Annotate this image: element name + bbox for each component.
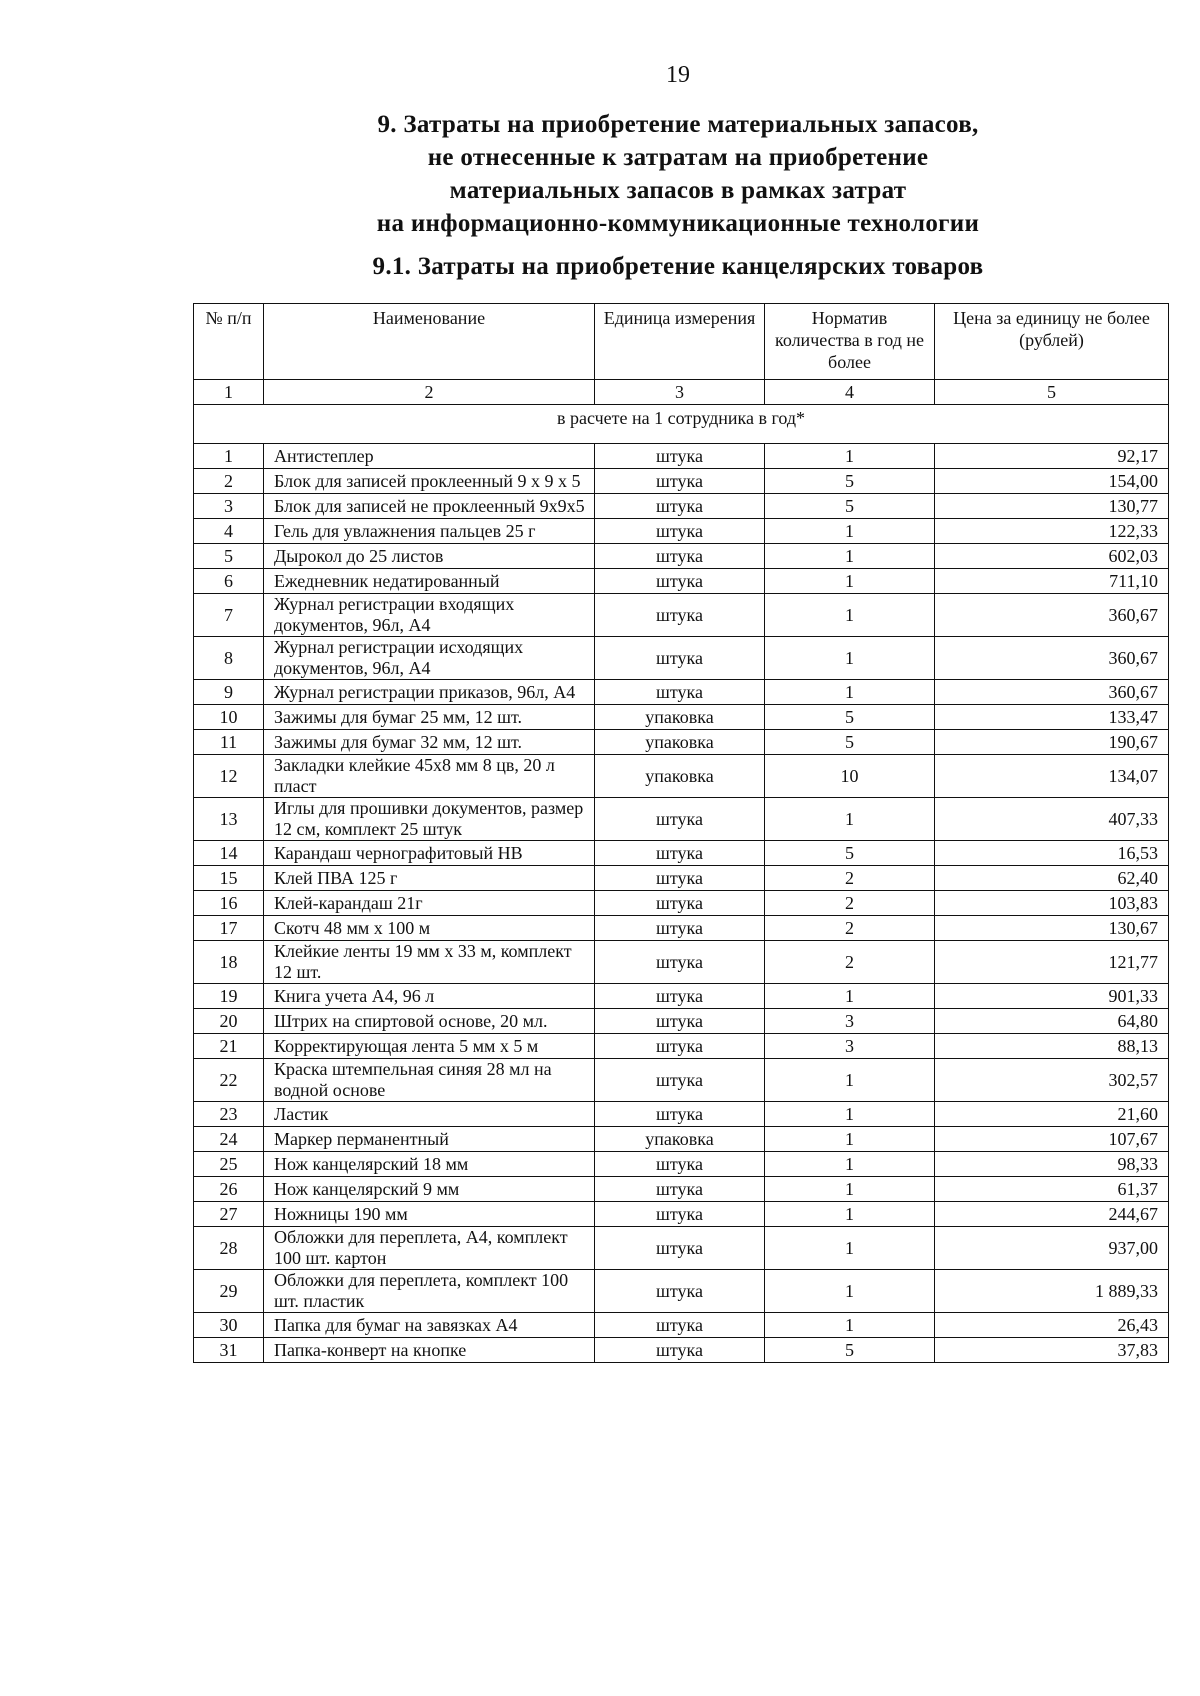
unit-of-measure: штука — [595, 1152, 765, 1177]
row-number: 20 — [194, 1009, 264, 1034]
unit-price: 122,33 — [935, 519, 1169, 544]
quantity-limit: 1 — [765, 637, 935, 680]
row-number: 7 — [194, 594, 264, 637]
unit-of-measure: штука — [595, 444, 765, 469]
row-number: 26 — [194, 1177, 264, 1202]
unit-of-measure: штука — [595, 891, 765, 916]
unit-price: 62,40 — [935, 866, 1169, 891]
unit-of-measure: штука — [595, 594, 765, 637]
item-name: Обложки для переплета, А4, комплект 100 шт. картон — [264, 1227, 595, 1270]
column-number: 3 — [595, 380, 765, 405]
table-row — [194, 1270, 1169, 1313]
unit-of-measure: штука — [595, 941, 765, 984]
item-name: Книга учета А4, 96 л — [264, 984, 595, 1009]
quantity-limit: 1 — [765, 569, 935, 594]
row-number: 3 — [194, 494, 264, 519]
item-name: Иглы для прошивки документов, размер 12 см, комплект 25 штук — [264, 798, 595, 841]
unit-of-measure: штука — [595, 1177, 765, 1202]
quantity-limit: 5 — [765, 730, 935, 755]
unit-price: 26,43 — [935, 1313, 1169, 1338]
header-unit: Единица измерения — [595, 304, 765, 380]
item-name: Клей-карандаш 21г — [264, 891, 595, 916]
item-name: Нож канцелярский 9 мм — [264, 1177, 595, 1202]
table-row — [194, 444, 1169, 469]
table-row — [194, 1152, 1169, 1177]
row-number: 25 — [194, 1152, 264, 1177]
quantity-limit: 10 — [765, 755, 935, 798]
table-row — [194, 798, 1169, 841]
row-number: 24 — [194, 1127, 264, 1152]
quantity-limit: 5 — [765, 1338, 935, 1363]
unit-of-measure: штука — [595, 1202, 765, 1227]
row-number: 14 — [194, 841, 264, 866]
item-name: Клейкие ленты 19 мм х 33 м, комплект 12 шт. — [264, 941, 595, 984]
quantity-limit: 1 — [765, 798, 935, 841]
subsection-heading: 9.1. Затраты на приобретение канцелярских товаров — [372, 253, 984, 280]
quantity-limit: 1 — [765, 1313, 935, 1338]
unit-price: 190,67 — [935, 730, 1169, 755]
item-name: Зажимы для бумаг 32 мм, 12 шт. — [264, 730, 595, 755]
column-number-row — [194, 380, 1169, 405]
table-row — [194, 1227, 1169, 1270]
table-row — [194, 494, 1169, 519]
unit-price: 1 889,33 — [935, 1270, 1169, 1313]
row-number: 21 — [194, 1034, 264, 1059]
unit-of-measure: штука — [595, 1313, 765, 1338]
item-name: Закладки клейкие 45х8 мм 8 цв, 20 л пласт — [264, 755, 595, 798]
table-row — [194, 569, 1169, 594]
row-number: 10 — [194, 705, 264, 730]
row-number: 1 — [194, 444, 264, 469]
page-number: 19 — [666, 62, 690, 88]
unit-of-measure: штука — [595, 1102, 765, 1127]
item-name: Корректирующая лента 5 мм х 5 м — [264, 1034, 595, 1059]
unit-price: 88,13 — [935, 1034, 1169, 1059]
header-price: Цена за единицу не более (рублей) — [935, 304, 1169, 380]
unit-price: 360,67 — [935, 637, 1169, 680]
item-name: Скотч 48 мм х 100 м — [264, 916, 595, 941]
row-number: 22 — [194, 1059, 264, 1102]
unit-price: 130,77 — [935, 494, 1169, 519]
item-name: Маркер перманентный — [264, 1127, 595, 1152]
row-number: 8 — [194, 637, 264, 680]
unit-of-measure: упаковка — [595, 755, 765, 798]
unit-of-measure: штука — [595, 1270, 765, 1313]
quantity-limit: 2 — [765, 916, 935, 941]
column-number: 5 — [935, 380, 1169, 405]
quantity-limit: 1 — [765, 544, 935, 569]
table-row — [194, 755, 1169, 798]
table-row — [194, 1102, 1169, 1127]
item-name: Журнал регистрации входящих документов, 96л, А4 — [264, 594, 595, 637]
unit-price: 92,17 — [935, 444, 1169, 469]
quantity-limit: 5 — [765, 705, 935, 730]
unit-price: 107,67 — [935, 1127, 1169, 1152]
item-name: Журнал регистрации приказов, 96л, А4 — [264, 680, 595, 705]
column-number: 2 — [264, 380, 595, 405]
table-row — [194, 1009, 1169, 1034]
quantity-limit: 1 — [765, 1059, 935, 1102]
unit-of-measure: штука — [595, 984, 765, 1009]
quantity-limit: 1 — [765, 1227, 935, 1270]
item-name: Нож канцелярский 18 мм — [264, 1152, 595, 1177]
unit-of-measure: упаковка — [595, 730, 765, 755]
unit-of-measure: штука — [595, 637, 765, 680]
unit-of-measure: упаковка — [595, 1127, 765, 1152]
quantity-limit: 1 — [765, 1177, 935, 1202]
quantity-limit: 5 — [765, 841, 935, 866]
row-number: 2 — [194, 469, 264, 494]
header-quantity: Норматив количества в год не более — [765, 304, 935, 380]
row-number: 16 — [194, 891, 264, 916]
item-name: Карандаш чернографитовый НВ — [264, 841, 595, 866]
quantity-limit: 1 — [765, 680, 935, 705]
quantity-limit: 1 — [765, 1270, 935, 1313]
row-number: 18 — [194, 941, 264, 984]
quantity-limit: 1 — [765, 519, 935, 544]
row-number: 11 — [194, 730, 264, 755]
table-row — [194, 469, 1169, 494]
unit-of-measure: штука — [595, 798, 765, 841]
heading-line: материальных запасов в рамках затрат — [449, 177, 907, 204]
table-row — [194, 941, 1169, 984]
column-number: 4 — [765, 380, 935, 405]
section-label: в расчете на 1 сотрудника в год* — [194, 405, 1169, 444]
quantity-limit: 1 — [765, 1102, 935, 1127]
row-number: 28 — [194, 1227, 264, 1270]
quantity-limit: 1 — [765, 594, 935, 637]
unit-of-measure: штука — [595, 916, 765, 941]
item-name: Гель для увлажнения пальцев 25 г — [264, 519, 595, 544]
quantity-limit: 1 — [765, 1202, 935, 1227]
row-number: 15 — [194, 866, 264, 891]
row-number: 9 — [194, 680, 264, 705]
table-row — [194, 594, 1169, 637]
item-name: Клей ПВА 125 г — [264, 866, 595, 891]
table-row — [194, 841, 1169, 866]
item-name: Блок для записей не проклеенный 9х9х5 — [264, 494, 595, 519]
section-row — [194, 405, 1169, 444]
unit-of-measure: штука — [595, 1009, 765, 1034]
unit-of-measure: штука — [595, 469, 765, 494]
quantity-limit: 2 — [765, 866, 935, 891]
unit-of-measure: штука — [595, 1059, 765, 1102]
item-name: Ножницы 190 мм — [264, 1202, 595, 1227]
quantity-limit: 3 — [765, 1009, 935, 1034]
table-header-row — [194, 304, 1169, 380]
heading-line: на информационно-коммуникационные технологии — [376, 210, 980, 237]
row-number: 13 — [194, 798, 264, 841]
unit-of-measure: штука — [595, 519, 765, 544]
unit-price: 103,83 — [935, 891, 1169, 916]
unit-of-measure: штука — [595, 1034, 765, 1059]
unit-price: 711,10 — [935, 569, 1169, 594]
quantity-limit: 5 — [765, 469, 935, 494]
row-number: 30 — [194, 1313, 264, 1338]
table-row — [194, 1177, 1169, 1202]
row-number: 27 — [194, 1202, 264, 1227]
table-row — [194, 1059, 1169, 1102]
quantity-limit: 1 — [765, 1152, 935, 1177]
row-number: 5 — [194, 544, 264, 569]
item-name: Папка-конверт на кнопке — [264, 1338, 595, 1363]
quantity-limit: 1 — [765, 444, 935, 469]
unit-of-measure: штука — [595, 1338, 765, 1363]
item-name: Блок для записей проклеенный 9 х 9 х 5 — [264, 469, 595, 494]
row-number: 12 — [194, 755, 264, 798]
row-number: 29 — [194, 1270, 264, 1313]
unit-price: 98,33 — [935, 1152, 1169, 1177]
unit-price: 360,67 — [935, 680, 1169, 705]
table-row — [194, 916, 1169, 941]
unit-price: 360,67 — [935, 594, 1169, 637]
table-row — [194, 1338, 1169, 1363]
table-row — [194, 1127, 1169, 1152]
unit-price: 134,07 — [935, 755, 1169, 798]
row-number: 17 — [194, 916, 264, 941]
quantity-limit: 2 — [765, 941, 935, 984]
item-name: Зажимы для бумаг 25 мм, 12 шт. — [264, 705, 595, 730]
table-row — [194, 705, 1169, 730]
row-number: 6 — [194, 569, 264, 594]
item-name: Ластик — [264, 1102, 595, 1127]
supplies-table — [193, 303, 1169, 1363]
item-name: Дырокол до 25 листов — [264, 544, 595, 569]
unit-of-measure: штука — [595, 866, 765, 891]
table-row — [194, 1202, 1169, 1227]
unit-price: 407,33 — [935, 798, 1169, 841]
unit-of-measure: штука — [595, 1227, 765, 1270]
table-row — [194, 1034, 1169, 1059]
row-number: 23 — [194, 1102, 264, 1127]
item-name: Штрих на спиртовой основе, 20 мл. — [264, 1009, 595, 1034]
quantity-limit: 1 — [765, 984, 935, 1009]
unit-price: 154,00 — [935, 469, 1169, 494]
unit-of-measure: штука — [595, 841, 765, 866]
unit-price: 130,67 — [935, 916, 1169, 941]
unit-price: 64,80 — [935, 1009, 1169, 1034]
item-name: Журнал регистрации исходящих документов, 96л, А4 — [264, 637, 595, 680]
table-row — [194, 519, 1169, 544]
heading-line: 9. Затраты на приобретение материальных запасов, — [377, 111, 979, 138]
item-name: Ежедневник недатированный — [264, 569, 595, 594]
unit-price: 61,37 — [935, 1177, 1169, 1202]
row-number: 4 — [194, 519, 264, 544]
table-row — [194, 730, 1169, 755]
quantity-limit: 3 — [765, 1034, 935, 1059]
unit-price: 21,60 — [935, 1102, 1169, 1127]
header-number: № п/п — [194, 304, 264, 380]
unit-of-measure: штука — [595, 544, 765, 569]
table-row — [194, 544, 1169, 569]
heading-line: не отнесенные к затратам на приобретение — [427, 144, 929, 171]
quantity-limit: 5 — [765, 494, 935, 519]
unit-price: 302,57 — [935, 1059, 1169, 1102]
table-row — [194, 984, 1169, 1009]
unit-price: 16,53 — [935, 841, 1169, 866]
table-row — [194, 891, 1169, 916]
table-row — [194, 680, 1169, 705]
header-name: Наименование — [264, 304, 595, 380]
quantity-limit: 2 — [765, 891, 935, 916]
row-number: 31 — [194, 1338, 264, 1363]
unit-price: 937,00 — [935, 1227, 1169, 1270]
item-name: Краска штемпельная синяя 28 мл на водной основе — [264, 1059, 595, 1102]
unit-of-measure: штука — [595, 569, 765, 594]
unit-price: 37,83 — [935, 1338, 1169, 1363]
unit-of-measure: штука — [595, 680, 765, 705]
table-row — [194, 866, 1169, 891]
unit-price: 133,47 — [935, 705, 1169, 730]
item-name: Обложки для переплета, комплект 100 шт. пластик — [264, 1270, 595, 1313]
unit-price: 901,33 — [935, 984, 1169, 1009]
section-heading — [0, 108, 1200, 240]
item-name: Папка для бумаг на завязках А4 — [264, 1313, 595, 1338]
quantity-limit: 1 — [765, 1127, 935, 1152]
unit-of-measure: штука — [595, 494, 765, 519]
unit-price: 244,67 — [935, 1202, 1169, 1227]
column-number: 1 — [194, 380, 264, 405]
table-row — [194, 1313, 1169, 1338]
row-number: 19 — [194, 984, 264, 1009]
item-name: Антистеплер — [264, 444, 595, 469]
unit-price: 602,03 — [935, 544, 1169, 569]
table-row — [194, 637, 1169, 680]
unit-price: 121,77 — [935, 941, 1169, 984]
unit-of-measure: упаковка — [595, 705, 765, 730]
